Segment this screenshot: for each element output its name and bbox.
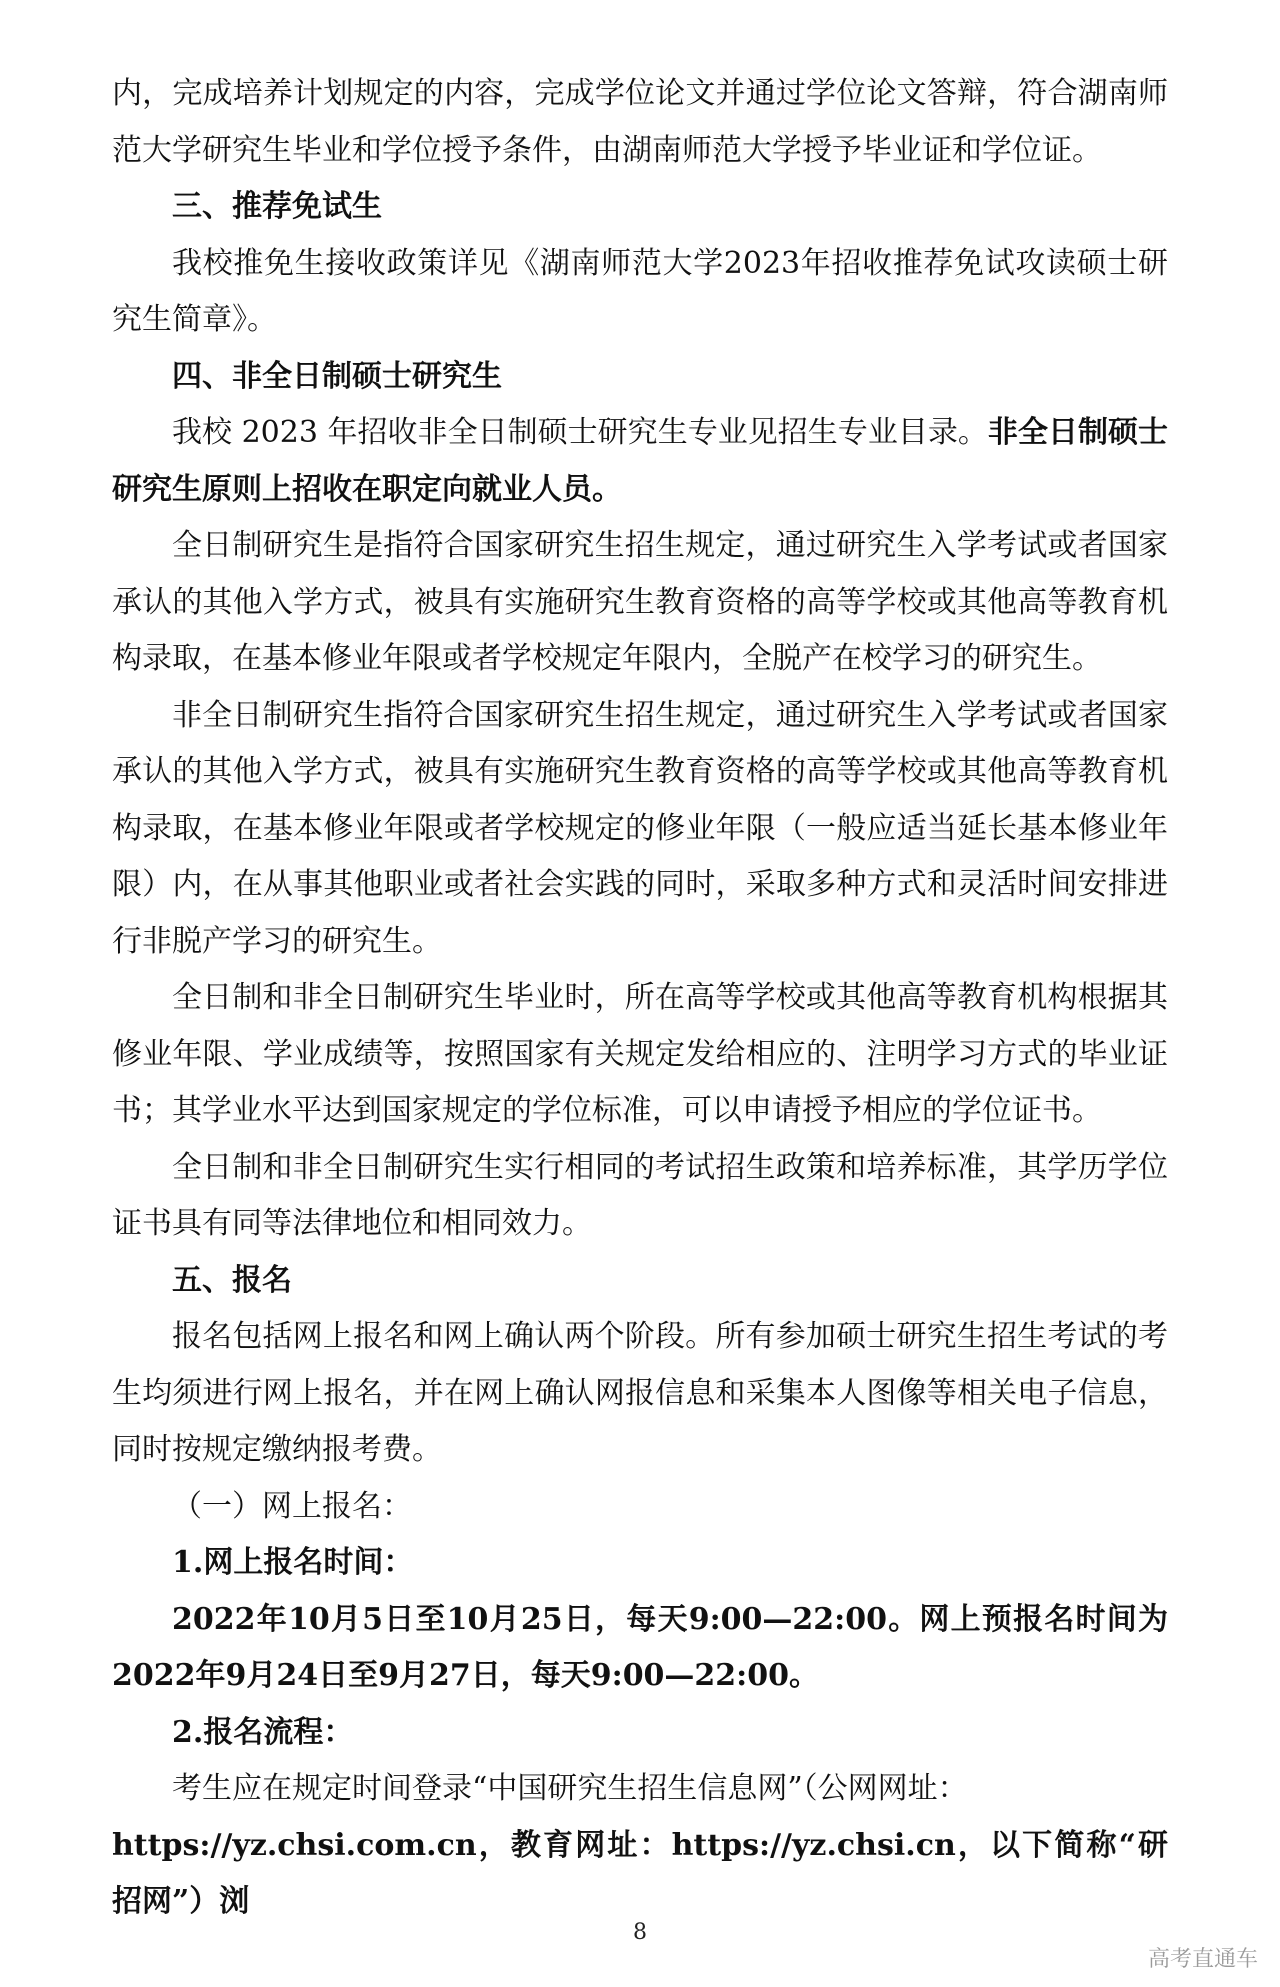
watermark: 高考直通车 [1147, 1947, 1258, 1972]
paragraph-parttime [112, 405, 1168, 518]
heading-recommend: 三、推荐免试生 [172, 189, 382, 224]
subheading-online-registration: （一）网上报名： [172, 1488, 412, 1524]
paragraph-flow-line1: 考生应在规定时间登录“中国研究生招生信息网”（公网网址： [172, 1771, 968, 1806]
paragraph-intro: 内，完成培养计划规定的内容，完成学位论文并通过学位论文答辩，符合湖南师范大学研究生毕业和学位授予条件，由湖南师范大学授予毕业证和学位证。 [112, 76, 1168, 168]
heading-parttime: 四、非全日制硕士研究生 [172, 358, 502, 394]
paragraph-graduation: 全日制和非全日制研究生毕业时，所在高等学校或其他高等教育机构根据其修业年限、学业成绩等，按照国家有关规定发给相应的、注明学习方式的毕业证书；其学业水平达到国家规定的学位标准，可以申请授予相应的学位证书。 [112, 980, 1168, 1128]
paragraph-recommend: 我校推免生接收政策详见《湖南师范大学2023年招收推荐免试攻读硕士研究生简章》。 [112, 245, 1168, 337]
document-body [112, 66, 1168, 1931]
page-number: 8 [633, 1920, 647, 1945]
parttime-catalog-text: 我校 2023 年招收非全日制硕士研究生专业见招生专业目录。 [172, 415, 988, 450]
parttime-principle-text: 非全日制硕士研究生原则上招收在职定向就业人员。 [112, 415, 1168, 507]
paragraph-equal-status: 全日制和非全日制研究生实行相同的考试招生政策和培养标准，其学历学位证书具有同等法律地位和相同效力。 [112, 1149, 1168, 1241]
paragraph-parttime-definition: 非全日制研究生指符合国家研究生招生规定，通过研究生入学考试或者国家承认的其他入学方式，被具有实施研究生教育资格的高等学校或其他高等教育机构录取，在基本修业年限或者学校规定的修业年限（一般应适当延长基本修业年限）内，在从事其他职业或者社会实践的同时，采取多种方式和灵活时间安排进行非脱产学习的研究生。 [112, 697, 1168, 959]
paragraph-flow-line2: https://yz.chsi.com.cn，教育网址：https://yz.chsi.cn，以下简称“研招网”）浏 [112, 1827, 1168, 1919]
heading-registration: 五、报名 [172, 1262, 292, 1298]
item-registration-time: 1.网上报名时间： [172, 1545, 414, 1580]
paragraph-fulltime-definition: 全日制研究生是指符合国家研究生招生规定，通过研究生入学考试或者国家承认的其他入学方式，被具有实施研究生教育资格的高等学校或其他高等教育机构录取，在基本修业年限或者学校规定年限内，全脱产在校学习的研究生。 [112, 528, 1168, 676]
paragraph-registration: 报名包括网上报名和网上确认两个阶段。所有参加硕士研究生招生考试的考生均须进行网上报名，并在网上确认网报信息和采集本人图像等相关电子信息，同时按规定缴纳报考费。 [112, 1319, 1168, 1467]
paragraph-registration-time: 2022年10月5日至10月25日，每天9:00—22:00。网上预报名时间为2022年9月24日至9月27日，每天9:00—22:00。 [112, 1601, 1168, 1693]
item-registration-flow: 2.报名流程： [172, 1714, 354, 1750]
